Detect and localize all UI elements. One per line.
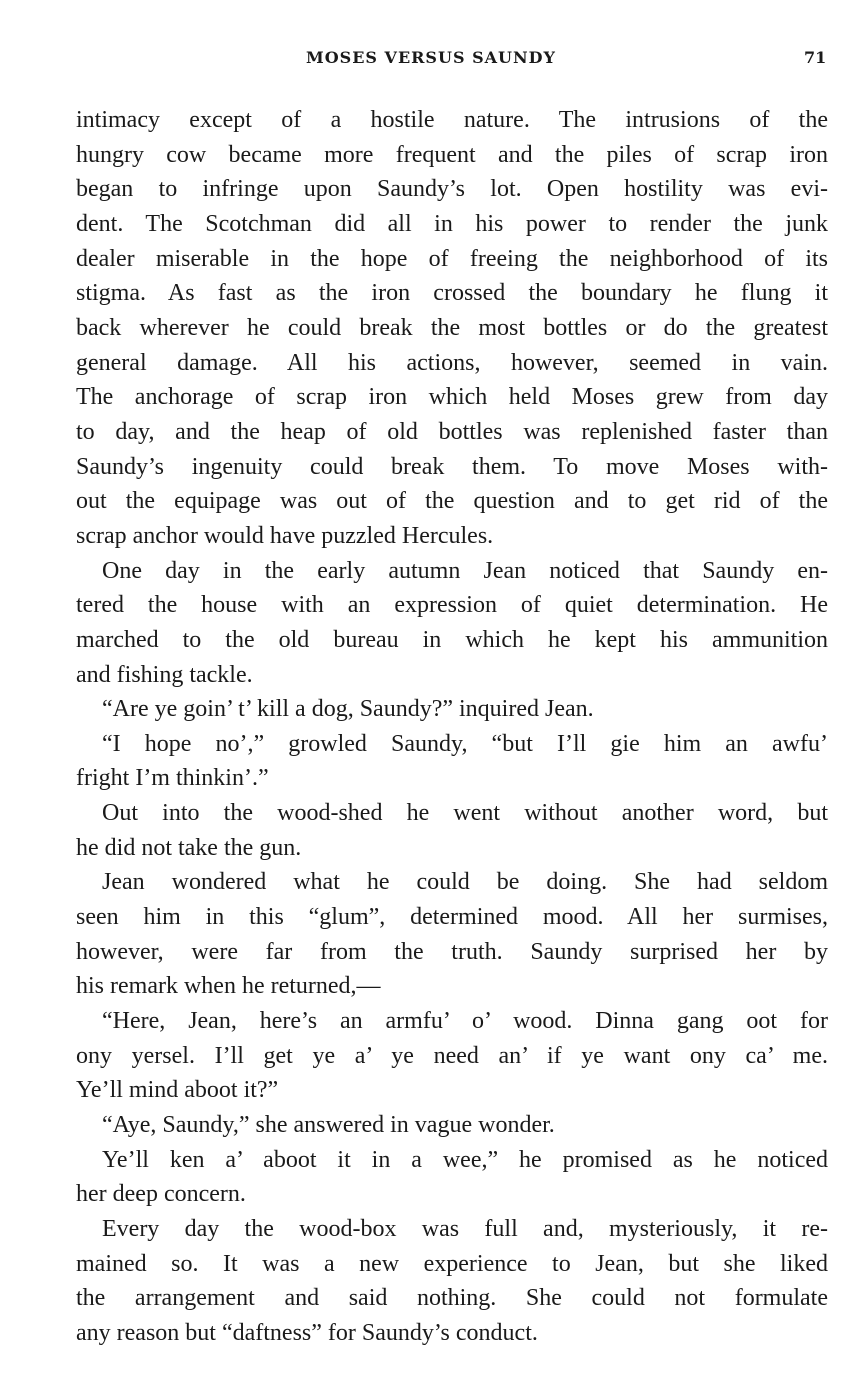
text-line: hungry cow became more frequent and the piles of scrap iron	[76, 141, 828, 168]
text-line: he did not take the gun.	[76, 834, 302, 861]
text-line: her deep concern.	[76, 1181, 246, 1208]
text-line: “Here, Jean, here’s an armfu’ o’ wood. Dinna gang oot for	[102, 1008, 828, 1035]
text-line: The anchorage of scrap iron which held Moses grew from day	[76, 384, 828, 411]
text-line: Every day the wood-box was full and, mysteriously, it re-	[102, 1216, 828, 1242]
text-line: marched to the old bureau in which he kept his ammunition	[76, 626, 828, 653]
text-line: scrap anchor would have puzzled Hercules.	[76, 522, 494, 549]
paragraph	[76, 727, 828, 796]
text-line: One day in the early autumn Jean noticed that Saundy en-	[102, 557, 828, 584]
text-line: intimacy except of a hostile nature. The intrusions of the	[76, 107, 828, 133]
text-line: Out into the wood-shed he went without another word, but	[102, 800, 828, 827]
text-line: seen him in this “glum”, determined mood. All her surmises,	[76, 904, 828, 931]
paragraph	[76, 865, 828, 1004]
paragraph	[76, 1143, 828, 1212]
paragraph	[76, 1004, 828, 1108]
running-title: MOSES VERSUS SAUNDY	[306, 48, 556, 67]
page-number: 71	[804, 48, 827, 67]
text-line: Jean wondered what he could be doing. She had seldom	[102, 869, 828, 896]
text-line: “Are ye goin’ t’ kill a dog, Saundy?” inquired Jean.	[102, 696, 594, 723]
text-line: general damage. All his actions, however, seemed in vain.	[76, 349, 828, 376]
text-line: the arrangement and said nothing. She could not formulate	[76, 1285, 828, 1312]
text-line: ony yersel. I’ll get ye a’ ye need an’ if ye want ony ca’ me.	[76, 1042, 828, 1069]
text-line: to day, and the heap of old bottles was replenished faster than	[76, 418, 828, 445]
running-head	[0, 48, 857, 74]
text-line: Saundy’s ingenuity could break them. To move Moses with-	[76, 453, 828, 480]
text-line: Ye’ll mind aboot it?”	[76, 1077, 279, 1104]
text-line: out the equipage was out of the question and to get rid of the	[76, 488, 828, 515]
text-line: dent. The Scotchman did all in his power to render the junk	[76, 210, 828, 237]
text-line: dealer miserable in the hope of freeing the neighborhood of its	[76, 245, 828, 272]
text-line: and fishing tackle.	[76, 661, 253, 688]
text-line: tered the house with an expression of quiet determination. He	[76, 592, 828, 619]
text-line: “I hope no’,” growled Saundy, “but I’ll gie him an awfu’	[102, 730, 828, 757]
paragraph	[76, 692, 828, 727]
text-line: Ye’ll ken a’ aboot it in a wee,” he promised as he noticed	[102, 1146, 828, 1173]
text-line: stigma. As fast as the iron crossed the boundary he flung it	[76, 280, 828, 307]
text-line: fright I’m thinkin’.”	[76, 765, 269, 792]
paragraph	[76, 796, 828, 865]
paragraph	[76, 1108, 828, 1143]
text-line: back wherever he could break the most bottles or do the greatest	[76, 314, 828, 341]
text-line: his remark when he returned,—	[76, 973, 381, 1000]
text-line: mained so. It was a new experience to Jean, but she liked	[76, 1250, 828, 1277]
paragraph	[76, 103, 828, 554]
paragraph	[76, 554, 828, 693]
text-line: any reason but “daftness” for Saundy’s conduct.	[76, 1319, 538, 1346]
text-line: began to infringe upon Saundy’s lot. Open hostility was evi-	[76, 176, 828, 203]
text-line: however, were far from the truth. Saundy surprised her by	[76, 938, 828, 965]
paragraph	[76, 1212, 828, 1351]
text-line: “Aye, Saundy,” she answered in vague wonder.	[102, 1112, 555, 1139]
body-text	[76, 103, 828, 1351]
